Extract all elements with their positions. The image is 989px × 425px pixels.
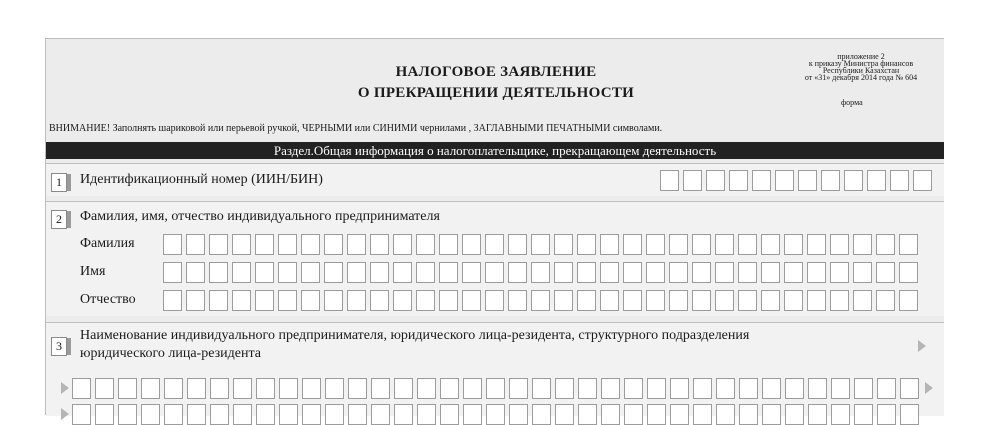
org-name-cell-input[interactable]	[647, 378, 666, 399]
org-name-cell-input[interactable]	[325, 378, 344, 399]
surname-cell-input[interactable]	[186, 234, 205, 255]
patronymic-cell-input[interactable]	[876, 290, 895, 311]
org-name-cell-input[interactable]	[141, 404, 160, 425]
org-name-cell-input[interactable]	[233, 378, 252, 399]
iin-bin-cell-input[interactable]	[775, 170, 794, 191]
org-name-cell-input[interactable]	[187, 378, 206, 399]
surname-cell-input[interactable]	[807, 234, 826, 255]
name-cell-input[interactable]	[324, 262, 343, 283]
surname-cell-input[interactable]	[347, 234, 366, 255]
patronymic-cell-input[interactable]	[278, 290, 297, 311]
surname-cell-input[interactable]	[531, 234, 550, 255]
field-3-row	[46, 322, 944, 416]
surname-cell-input[interactable]	[209, 234, 228, 255]
surname-cell-input[interactable]	[416, 234, 435, 255]
org-name-cell-input[interactable]	[578, 404, 597, 425]
name-cell-input[interactable]	[232, 262, 251, 283]
org-name-cell-input[interactable]	[854, 404, 873, 425]
patronymic-cell-input[interactable]	[646, 290, 665, 311]
org-name-cell-input[interactable]	[877, 378, 896, 399]
org-name-cell-input[interactable]	[486, 378, 505, 399]
org-name-cell-input[interactable]	[716, 404, 735, 425]
org-name-cell-input[interactable]	[900, 404, 919, 425]
patronymic-cell-input[interactable]	[324, 290, 343, 311]
patronymic-cell-input[interactable]	[669, 290, 688, 311]
name-cell-input[interactable]	[738, 262, 757, 283]
patronymic-label: Отчество	[80, 292, 136, 307]
iin-bin-cell-input[interactable]	[844, 170, 863, 191]
org-name-cell-input[interactable]	[693, 404, 712, 425]
org-name-cell-input[interactable]	[670, 378, 689, 399]
org-name-cell-input[interactable]	[279, 404, 298, 425]
iin-bin-cell-input[interactable]	[890, 170, 909, 191]
iin-bin-cell-input[interactable]	[867, 170, 886, 191]
org-name-cell-input[interactable]	[509, 404, 528, 425]
org-name-cell-input[interactable]	[95, 378, 114, 399]
surname-label: Фамилия	[80, 236, 135, 251]
iin-bin-cell-input[interactable]	[729, 170, 748, 191]
org-name-cell-input[interactable]	[624, 378, 643, 399]
patronymic-cell-input[interactable]	[232, 290, 251, 311]
org-name-cell-input[interactable]	[348, 404, 367, 425]
surname-cells	[163, 234, 922, 255]
name-cell-input[interactable]	[554, 262, 573, 283]
org-name-cell-input[interactable]	[900, 378, 919, 399]
field-2-label: Фамилия, имя, отчество индивидуального предпринимателя	[80, 209, 440, 224]
org-name-cell-input[interactable]	[256, 378, 275, 399]
line-start-arrow-icon	[61, 382, 69, 394]
organization-name-cells-line2	[72, 404, 923, 425]
patronymic-cell-input[interactable]	[738, 290, 757, 311]
appendix-note	[781, 53, 941, 81]
surname-cell-input[interactable]	[669, 234, 688, 255]
row-arrow-icon	[918, 340, 926, 352]
field-1-label: Идентификационный номер (ИИН/БИН)	[80, 172, 323, 187]
org-name-cell-input[interactable]	[762, 378, 781, 399]
org-name-cell-input[interactable]	[463, 378, 482, 399]
org-name-cell-input[interactable]	[831, 378, 850, 399]
org-name-cell-input[interactable]	[325, 404, 344, 425]
patronymic-cell-input[interactable]	[784, 290, 803, 311]
patronymic-cell-input[interactable]	[393, 290, 412, 311]
surname-cell-input[interactable]	[393, 234, 412, 255]
patronymic-cell-input[interactable]	[600, 290, 619, 311]
patronymic-cell-input[interactable]	[163, 290, 182, 311]
fill-instructions: ВНИМАНИЕ! Заполнять шариковой или перьевой ручкой, ЧЕРНЫМИ или СИНИМИ чернилами , ЗАГЛАВНЫМИ ПЕЧАТНЫМИ символами.	[49, 123, 663, 134]
surname-cell-input[interactable]	[324, 234, 343, 255]
org-name-cell-input[interactable]	[555, 404, 574, 425]
org-name-cell-input[interactable]	[716, 378, 735, 399]
org-name-cell-input[interactable]	[164, 378, 183, 399]
org-name-cell-input[interactable]	[233, 404, 252, 425]
org-name-cell-input[interactable]	[601, 378, 620, 399]
org-name-cell-input[interactable]	[371, 378, 390, 399]
surname-cell-input[interactable]	[554, 234, 573, 255]
patronymic-cell-input[interactable]	[347, 290, 366, 311]
surname-cell-input[interactable]	[623, 234, 642, 255]
surname-cell-input[interactable]	[301, 234, 320, 255]
section-header: Раздел.Общая информация о налогоплательщике, прекращающем деятельность	[46, 142, 944, 159]
field-number-3: 3	[51, 337, 67, 356]
patronymic-cell-input[interactable]	[370, 290, 389, 311]
org-name-cell-input[interactable]	[509, 378, 528, 399]
org-name-cell-input[interactable]	[808, 404, 827, 425]
org-name-cell-input[interactable]	[624, 404, 643, 425]
org-name-cell-input[interactable]	[601, 404, 620, 425]
name-cell-input[interactable]	[600, 262, 619, 283]
patronymic-cell-input[interactable]	[462, 290, 481, 311]
org-name-cell-input[interactable]	[578, 378, 597, 399]
name-cell-input[interactable]	[784, 262, 803, 283]
org-name-cell-input[interactable]	[72, 378, 91, 399]
name-cell-input[interactable]	[853, 262, 872, 283]
name-cell-input[interactable]	[899, 262, 918, 283]
name-cell-input[interactable]	[761, 262, 780, 283]
org-name-cell-input[interactable]	[532, 404, 551, 425]
patronymic-cell-input[interactable]	[623, 290, 642, 311]
org-name-cell-input[interactable]	[486, 404, 505, 425]
iin-bin-cell-input[interactable]	[913, 170, 932, 191]
name-cell-input[interactable]	[255, 262, 274, 283]
field-3-label-line2: юридического лица-резидента	[80, 346, 261, 361]
patronymic-cell-input[interactable]	[577, 290, 596, 311]
surname-cell-input[interactable]	[692, 234, 711, 255]
org-name-cell-input[interactable]	[417, 404, 436, 425]
surname-cell-input[interactable]	[163, 234, 182, 255]
org-name-cell-input[interactable]	[647, 404, 666, 425]
name-cell-input[interactable]	[439, 262, 458, 283]
patronymic-cell-input[interactable]	[301, 290, 320, 311]
surname-cell-input[interactable]	[899, 234, 918, 255]
org-name-cell-input[interactable]	[302, 404, 321, 425]
org-name-cell-input[interactable]	[95, 404, 114, 425]
org-name-cell-input[interactable]	[463, 404, 482, 425]
name-cell-input[interactable]	[646, 262, 665, 283]
field-number-2: 2	[51, 210, 67, 229]
org-name-cell-input[interactable]	[785, 404, 804, 425]
iin-bin-cell-input[interactable]	[798, 170, 817, 191]
surname-cell-input[interactable]	[370, 234, 389, 255]
patronymic-cell-input[interactable]	[554, 290, 573, 311]
patronymic-cell-input[interactable]	[508, 290, 527, 311]
iin-bin-cell-input[interactable]	[660, 170, 679, 191]
name-cell-input[interactable]	[416, 262, 435, 283]
org-name-cell-input[interactable]	[762, 404, 781, 425]
org-name-cell-input[interactable]	[417, 378, 436, 399]
surname-cell-input[interactable]	[784, 234, 803, 255]
name-cell-input[interactable]	[393, 262, 412, 283]
surname-cell-input[interactable]	[761, 234, 780, 255]
name-cell-input[interactable]	[301, 262, 320, 283]
surname-cell-input[interactable]	[577, 234, 596, 255]
org-name-cell-input[interactable]	[555, 378, 574, 399]
patronymic-cell-input[interactable]	[485, 290, 504, 311]
name-cell-input[interactable]	[577, 262, 596, 283]
patronymic-cell-input[interactable]	[186, 290, 205, 311]
field-number-1: 1	[51, 173, 67, 192]
form-title-line1: НАЛОГОВОЕ ЗАЯВЛЕНИЕ	[395, 64, 597, 80]
name-cell-input[interactable]	[508, 262, 527, 283]
org-name-cell-input[interactable]	[739, 404, 758, 425]
appendix-line4: от «31» декабря 2014 года № 604	[804, 73, 918, 82]
surname-cell-input[interactable]	[439, 234, 458, 255]
patronymic-cell-input[interactable]	[830, 290, 849, 311]
field-2-row	[46, 201, 944, 316]
patronymic-cell-input[interactable]	[761, 290, 780, 311]
name-cell-input[interactable]	[209, 262, 228, 283]
name-cell-input[interactable]	[278, 262, 297, 283]
patronymic-cell-input[interactable]	[715, 290, 734, 311]
appendix-line3: Республики Казахстан	[822, 66, 900, 75]
org-name-cell-input[interactable]	[210, 378, 229, 399]
patronymic-cell-input[interactable]	[209, 290, 228, 311]
name-cell-input[interactable]	[692, 262, 711, 283]
name-cell-input[interactable]	[163, 262, 182, 283]
surname-cell-input[interactable]	[715, 234, 734, 255]
surname-cell-input[interactable]	[853, 234, 872, 255]
org-name-cell-input[interactable]	[348, 378, 367, 399]
org-name-cell-input[interactable]	[256, 404, 275, 425]
patronymic-cell-input[interactable]	[899, 290, 918, 311]
org-name-cell-input[interactable]	[532, 378, 551, 399]
name-cell-input[interactable]	[715, 262, 734, 283]
name-cell-input[interactable]	[531, 262, 550, 283]
appendix-line1: приложение 2	[837, 52, 885, 61]
iin-bin-cell-input[interactable]	[683, 170, 702, 191]
org-name-cell-input[interactable]	[141, 378, 160, 399]
iin-bin-cells	[660, 170, 936, 191]
field-3-label-line1: Наименование индивидуального предпринимателя, юридического лица-резидента, структурного подразделения	[80, 328, 750, 343]
org-name-cell-input[interactable]	[72, 404, 91, 425]
surname-cell-input[interactable]	[600, 234, 619, 255]
surname-cell-input[interactable]	[255, 234, 274, 255]
name-cell-input[interactable]	[669, 262, 688, 283]
org-name-cell-input[interactable]	[210, 404, 229, 425]
name-cell-input[interactable]	[807, 262, 826, 283]
surname-cell-input[interactable]	[738, 234, 757, 255]
name-cell-input[interactable]	[186, 262, 205, 283]
surname-cell-input[interactable]	[485, 234, 504, 255]
surname-cell-input[interactable]	[462, 234, 481, 255]
name-cell-input[interactable]	[370, 262, 389, 283]
patronymic-cell-input[interactable]	[531, 290, 550, 311]
line-end-arrow-icon	[925, 382, 933, 394]
name-cell-input[interactable]	[830, 262, 849, 283]
patronymic-cell-input[interactable]	[439, 290, 458, 311]
org-name-cell-input[interactable]	[854, 378, 873, 399]
form-title-line2: О ПРЕКРАЩЕНИИ ДЕЯТЕЛЬНОСТИ	[357, 85, 635, 101]
org-name-cell-input[interactable]	[118, 378, 137, 399]
org-name-cell-input[interactable]	[693, 378, 712, 399]
name-cell-input[interactable]	[623, 262, 642, 283]
surname-cell-input[interactable]	[508, 234, 527, 255]
tax-form-sheet	[45, 38, 944, 415]
patronymic-cell-input[interactable]	[692, 290, 711, 311]
org-name-cell-input[interactable]	[808, 378, 827, 399]
org-name-cell-input[interactable]	[739, 378, 758, 399]
org-name-cell-input[interactable]	[302, 378, 321, 399]
surname-cell-input[interactable]	[232, 234, 251, 255]
org-name-cell-input[interactable]	[440, 404, 459, 425]
org-name-cell-input[interactable]	[118, 404, 137, 425]
name-label: Имя	[80, 264, 106, 279]
name-cell-input[interactable]	[462, 262, 481, 283]
org-name-cell-input[interactable]	[371, 404, 390, 425]
patronymic-cell-input[interactable]	[255, 290, 274, 311]
org-name-cell-input[interactable]	[440, 378, 459, 399]
org-name-cell-input[interactable]	[187, 404, 206, 425]
patronymic-cells	[163, 290, 922, 311]
surname-cell-input[interactable]	[278, 234, 297, 255]
org-name-cell-input[interactable]	[164, 404, 183, 425]
org-name-cell-input[interactable]	[877, 404, 896, 425]
field-1-row	[46, 163, 944, 196]
org-name-cell-input[interactable]	[279, 378, 298, 399]
form-label: форма	[841, 98, 863, 107]
patronymic-cell-input[interactable]	[416, 290, 435, 311]
org-name-cell-input[interactable]	[394, 378, 413, 399]
appendix-line2: к приказу Министра финансов	[808, 59, 914, 68]
name-cells	[163, 262, 922, 283]
patronymic-cell-input[interactable]	[807, 290, 826, 311]
line2-start-arrow-icon	[61, 408, 69, 420]
surname-cell-input[interactable]	[646, 234, 665, 255]
org-name-cell-input[interactable]	[831, 404, 850, 425]
iin-bin-cell-input[interactable]	[752, 170, 771, 191]
org-name-cell-input[interactable]	[670, 404, 689, 425]
org-name-cell-input[interactable]	[785, 378, 804, 399]
name-cell-input[interactable]	[347, 262, 366, 283]
org-name-cell-input[interactable]	[394, 404, 413, 425]
name-cell-input[interactable]	[876, 262, 895, 283]
iin-bin-cell-input[interactable]	[706, 170, 725, 191]
organization-name-cells-line1	[72, 378, 923, 399]
surname-cell-input[interactable]	[830, 234, 849, 255]
iin-bin-cell-input[interactable]	[821, 170, 840, 191]
patronymic-cell-input[interactable]	[853, 290, 872, 311]
name-cell-input[interactable]	[485, 262, 504, 283]
surname-cell-input[interactable]	[876, 234, 895, 255]
